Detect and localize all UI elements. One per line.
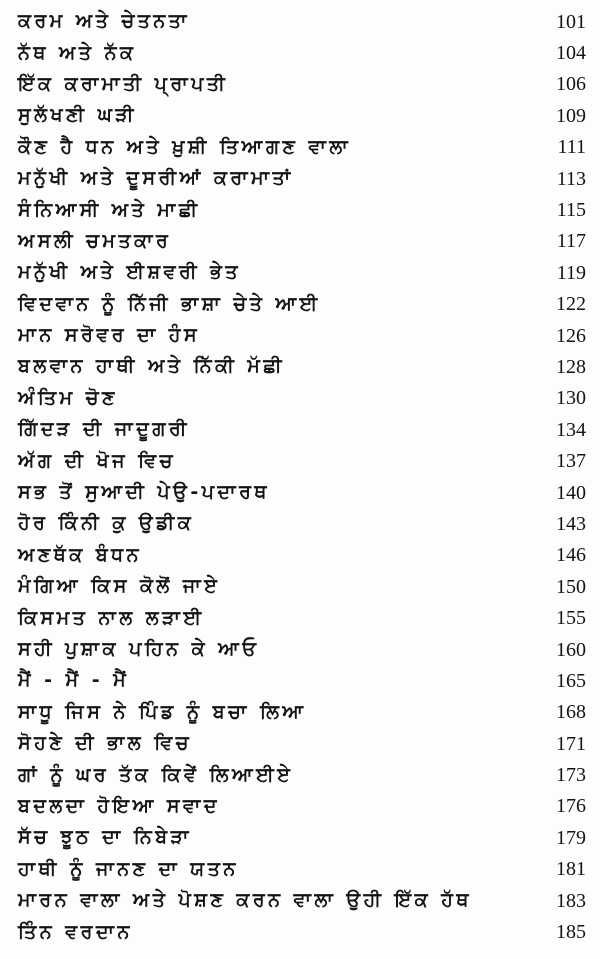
toc-entry-page-number: 179 <box>556 826 586 849</box>
toc-entry-page-number: 137 <box>556 450 586 473</box>
toc-entry-page-number: 165 <box>556 669 586 692</box>
toc-entry-title: ਸਾਧੂ ਜਿਸ ਨੇ ਪਿੰਡ ਨੂੰ ਬਚਾ ਲਿਆ <box>18 700 307 723</box>
toc-entry <box>18 822 586 853</box>
toc-entry <box>18 728 586 759</box>
toc-entry <box>18 634 586 665</box>
toc-entry <box>18 351 586 382</box>
toc-entry <box>18 69 586 100</box>
toc-entry <box>18 759 586 790</box>
toc-entry <box>18 194 586 225</box>
toc-entry-page-number: 134 <box>556 418 586 441</box>
toc-entry-page-number: 171 <box>556 732 586 755</box>
toc-entry <box>18 257 586 288</box>
toc-entry-title: ਹਾਥੀ ਨੂੰ ਜਾਨਣ ਦਾ ਯਤਨ <box>18 857 239 880</box>
table-of-contents <box>18 6 586 948</box>
toc-entry-page-number: 109 <box>556 104 586 127</box>
toc-entry-title: ਸੁਲੱਖਣੀ ਘੜੀ <box>18 104 138 127</box>
toc-entry <box>18 540 586 571</box>
toc-entry-page-number: 130 <box>556 387 586 410</box>
toc-entry-title: ਕੌਣ ਹੈ ਧਨ ਅਤੇ ਖ਼ੁਸ਼ੀ ਤਿਆਗਣ ਵਾਲਾ <box>18 135 352 158</box>
toc-entry <box>18 697 586 728</box>
toc-entry <box>18 445 586 476</box>
toc-entry-page-number: 155 <box>556 607 586 630</box>
toc-entry <box>18 854 586 885</box>
toc-entry-title: ਮਨੁੱਖੀ ਅਤੇ ਈਸ਼ਵਰੀ ਭੇਤ <box>18 261 241 284</box>
toc-entry <box>18 320 586 351</box>
toc-entry-title: ਹੋਰ ਕਿੰਨੀ ਕੁ ਉਡੀਕ <box>18 512 195 535</box>
toc-entry-title: ਗਿੱਦੜ ਦੀ ਜਾਦੂਗਰੀ <box>18 418 190 441</box>
toc-entry-title: ਕਰਮ ਅਤੇ ਚੇਤਨਤਾ <box>18 10 190 33</box>
toc-entry <box>18 6 586 37</box>
toc-entry <box>18 289 586 320</box>
toc-entry-title: ਕਿਸਮਤ ਨਾਲ ਲੜਾਈ <box>18 606 205 629</box>
toc-entry-page-number: 185 <box>556 921 586 944</box>
toc-entry-title: ਮਾਨ ਸਰੋਵਰ ਦਾ ਹੰਸ <box>18 324 201 347</box>
toc-entry-page-number: 168 <box>556 701 586 724</box>
toc-entry-page-number: 183 <box>556 889 586 912</box>
toc-entry <box>18 602 586 633</box>
toc-entry-title: ਅਸਲੀ ਚਮਤਕਾਰ <box>18 229 172 252</box>
toc-entry-title: ਬਦਲਦਾ ਹੋਇਆ ਸਵਾਦ <box>18 794 220 817</box>
toc-entry-page-number: 176 <box>556 795 586 818</box>
toc-entry-page-number: 146 <box>556 544 586 567</box>
toc-entry-page-number: 115 <box>556 199 586 222</box>
toc-entry-page-number: 122 <box>556 293 586 316</box>
toc-entry-title: ਸੱਚ ਝੂਠ ਦਾ ਨਿਬੇੜਾ <box>18 826 192 849</box>
toc-entry-title: ਅੰਤਿਮ ਚੋਣ <box>18 386 118 409</box>
toc-entry-title: ਸਭ ਤੋਂ ਸੁਆਦੀ ਪੇਉ-ਪਦਾਰਥ <box>18 481 270 504</box>
toc-entry-title: ਮਨੁੱਖੀ ਅਤੇ ਦੂਸਰੀਆਂ ਕਰਾਮਾਤਾਂ <box>18 167 294 190</box>
toc-entry-title: ਬਲਵਾਨ ਹਾਥੀ ਅਤੇ ਨਿੱਕੀ ਮੱਛੀ <box>18 355 286 378</box>
toc-entry-title: ਅੱਗ ਦੀ ਖੋਜ ਵਿਚ <box>18 449 176 472</box>
toc-entry-page-number: 119 <box>556 261 586 284</box>
toc-entry <box>18 916 586 947</box>
toc-entry <box>18 100 586 131</box>
toc-entry <box>18 37 586 68</box>
toc-entry-title: ਵਿਦਵਾਨ ਨੂੰ ਨਿੱਜੀ ਭਾਸ਼ਾ ਚੇਤੇ ਆਈ <box>18 292 321 315</box>
toc-entry-page-number: 128 <box>556 355 586 378</box>
toc-entry-page-number: 126 <box>556 324 586 347</box>
toc-entry-page-number: 140 <box>556 481 586 504</box>
toc-entry <box>18 477 586 508</box>
toc-entry-page-number: 173 <box>556 764 586 787</box>
toc-entry <box>18 508 586 539</box>
toc-entry-page-number: 160 <box>556 638 586 661</box>
toc-entry <box>18 226 586 257</box>
toc-entry <box>18 414 586 445</box>
toc-entry-page-number: 117 <box>556 230 586 253</box>
toc-entry <box>18 163 586 194</box>
toc-entry-title: ਤਿੰਨ ਵਰਦਾਨ <box>18 920 133 943</box>
toc-entry-title: ਸੰਨਿਆਸੀ ਅਤੇ ਮਾਛੀ <box>18 198 201 221</box>
toc-entry-title: ਗਾਂ ਨੂੰ ਘਰ ਤੱਕ ਕਿਵੇਂ ਲਿਆਈਏ <box>18 763 294 786</box>
toc-entry-page-number: 143 <box>556 512 586 535</box>
toc-entry-title: ਅਣਥੱਕ ਬੰਧਨ <box>18 543 143 566</box>
toc-entry-page-number: 113 <box>556 167 586 190</box>
toc-entry-title: ਸਹੀ ਪੁਸ਼ਾਕ ਪਹਿਨ ਕੇ ਆਓ <box>18 638 260 660</box>
toc-entry-title: ਇੱਕ ਕਰਾਮਾਤੀ ਪ੍ਰਾਪਤੀ <box>18 72 229 95</box>
toc-entry <box>18 665 586 696</box>
toc-entry <box>18 571 586 602</box>
toc-entry <box>18 383 586 414</box>
toc-entry-page-number: 150 <box>556 575 586 598</box>
toc-entry-page-number: 181 <box>556 858 586 881</box>
toc-entry-title: ਮਾਰਨ ਵਾਲਾ ਅਤੇ ਪੋਸ਼ਣ ਕਰਨ ਵਾਲਾ ਉਹੀ ਇੱਕ ਹੱਥ <box>18 889 472 912</box>
toc-entry <box>18 791 586 822</box>
toc-entry-title: ਮੈਂ - ਮੈਂ - ਮੈਂ <box>18 669 130 692</box>
toc-entry-page-number: 104 <box>556 42 586 65</box>
toc-entry-title: ਮੰਗਿਆ ਕਿਸ ਕੋਲੋਂ ਜਾਏ <box>18 575 221 598</box>
toc-entry-page-number: 106 <box>556 73 586 96</box>
toc-entry-page-number: 101 <box>556 10 586 33</box>
toc-entry <box>18 132 586 163</box>
toc-entry <box>18 885 586 916</box>
toc-entry-title: ਸੋਹਣੇ ਦੀ ਭਾਲ ਵਿਚ <box>18 732 193 755</box>
toc-entry-title: ਨੱਥ ਅਤੇ ਨੱਕ <box>18 41 137 64</box>
toc-entry-page-number: 111 <box>557 136 586 159</box>
